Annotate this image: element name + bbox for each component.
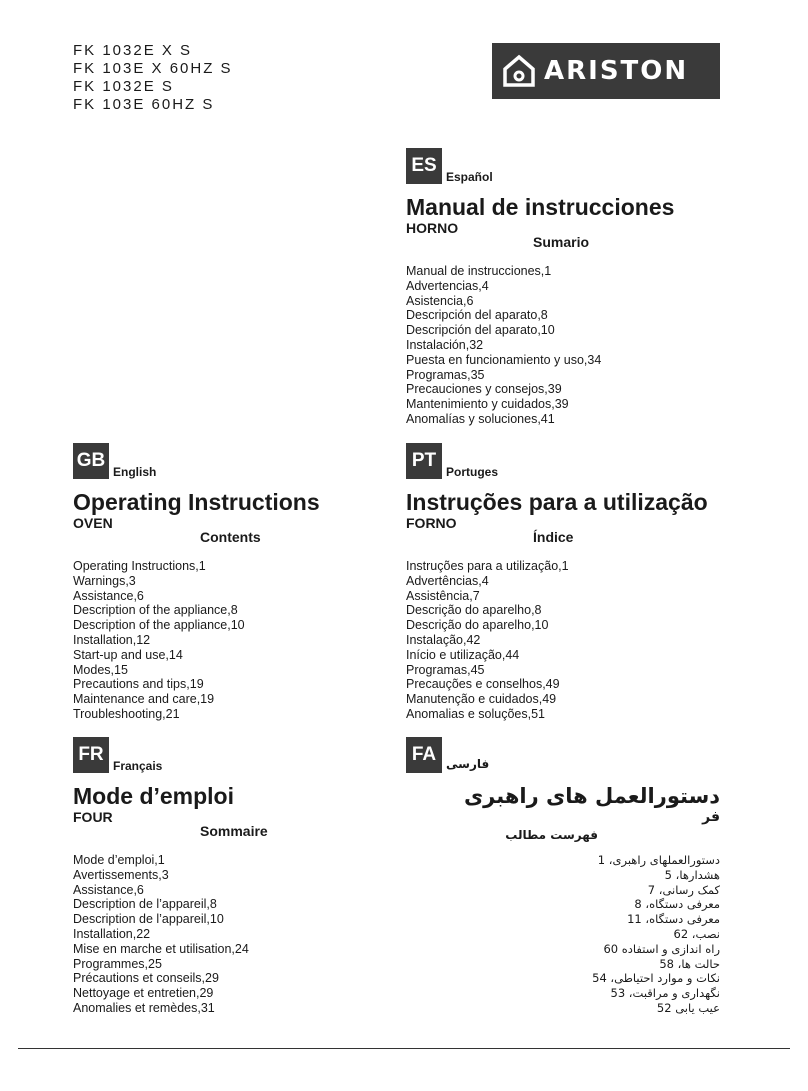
toc-item: Installation,12 <box>73 632 151 647</box>
toc-item: Descripción del aparato,10 <box>406 323 555 338</box>
section-pt <box>406 443 736 722</box>
index-label: Índice <box>533 529 574 545</box>
model-number: FK 103E X 60HZ S <box>73 60 233 77</box>
toc-item: نکات و موارد احتیاطی، 54 <box>592 971 720 986</box>
language-name: Français <box>113 759 163 773</box>
toc-item: Instalación,32 <box>406 337 484 352</box>
language-code-badge: GB <box>73 443 109 479</box>
toc-item: Troubleshooting,21 <box>73 706 180 721</box>
section-title: Operating Instructions <box>73 489 320 515</box>
toc-item: Programas,35 <box>406 367 485 382</box>
toc-item: Programmes,25 <box>73 956 162 971</box>
toc-item: Mise en marche et utilisation,24 <box>73 941 249 956</box>
language-code-badge: FR <box>73 737 109 773</box>
table-of-contents <box>73 853 403 1016</box>
language-code-badge: ES <box>406 148 442 184</box>
toc-item: Descrição do aparelho,8 <box>406 603 542 618</box>
language-name: Portuges <box>446 465 499 479</box>
index-label: Sommaire <box>200 823 268 839</box>
section-title: دستورالعمل های راهبری <box>463 784 720 808</box>
toc-item: Start-up and use,14 <box>73 647 183 662</box>
model-list <box>73 42 233 114</box>
toc-item: راه اندازی و استفاده 60 <box>603 941 720 956</box>
toc-item: Description de l’appareil,10 <box>73 912 224 927</box>
table-of-contents <box>406 559 736 722</box>
toc-item: Precautions and tips,19 <box>73 677 204 692</box>
index-label: Contents <box>200 529 261 545</box>
toc-item: Instalação,42 <box>406 632 481 647</box>
section-es <box>406 148 736 427</box>
toc-item: حالت ها، 58 <box>659 956 720 971</box>
section-title: Manual de instrucciones <box>406 194 675 220</box>
toc-item: معرفی دستگاه، 8 <box>634 897 720 912</box>
toc-item: Mode d’emploi,1 <box>73 853 165 867</box>
language-name: English <box>113 465 157 479</box>
section-title: Mode d’emploi <box>73 783 234 809</box>
toc-item: Assistance,6 <box>73 588 144 603</box>
toc-item: Description of the appliance,10 <box>73 618 245 633</box>
toc-item: Advertências,4 <box>406 573 489 588</box>
toc-item: نگهداری و مراقبت، 53 <box>610 986 720 1001</box>
toc-item: Precauciones y consejos,39 <box>406 382 562 397</box>
toc-item: Puesta en funcionamiento y uso,34 <box>406 352 602 367</box>
toc-item: Précautions et conseils,29 <box>73 971 219 986</box>
model-number: FK 103E 60HZ S <box>73 96 215 113</box>
toc-item: Anomalías y soluciones,41 <box>406 411 555 426</box>
language-code-badge: FA <box>406 737 442 773</box>
section-fr <box>73 737 403 1016</box>
toc-item: عیب یابی 52 <box>656 1000 720 1015</box>
section-fa <box>406 737 720 1016</box>
toc-item: Assistance,6 <box>73 882 144 897</box>
section-title: Instruções para a utilização <box>406 489 708 515</box>
toc-item: Descripción del aparato,8 <box>406 308 548 323</box>
index-label: فهرست مطالب <box>505 828 598 842</box>
house-icon <box>502 54 536 88</box>
toc-item: Installation,22 <box>73 926 151 941</box>
language-name: فارسی <box>446 756 490 771</box>
appliance-type: OVEN <box>73 515 113 531</box>
toc-item: Nettoyage et entretien,29 <box>73 986 214 1001</box>
toc-item: Warnings,3 <box>73 573 136 588</box>
table-of-contents <box>406 264 736 427</box>
toc-item: معرفی دستگاه، 11 <box>627 912 720 927</box>
model-number: FK 1032E S <box>73 78 174 95</box>
toc-item: Programas,45 <box>406 662 485 677</box>
toc-item: Precauções e conselhos,49 <box>406 677 560 692</box>
footer-divider <box>18 1048 790 1049</box>
toc-item: Descrição do aparelho,10 <box>406 618 549 633</box>
toc-item: Manual de instrucciones,1 <box>406 264 552 278</box>
section-gb <box>73 443 403 722</box>
toc-item: Mantenimiento y cuidados,39 <box>406 397 569 412</box>
toc-item: Operating Instructions,1 <box>73 559 206 573</box>
toc-item: Asistencia,6 <box>406 293 474 308</box>
toc-item: هشدارها، 5 <box>664 867 720 882</box>
appliance-type: FOUR <box>73 809 113 825</box>
model-number: FK 1032E X S <box>73 42 193 59</box>
toc-item: Manutenção e cuidados,49 <box>406 692 557 707</box>
toc-item: کمک رسانی، 7 <box>647 882 720 897</box>
toc-item: Anomalies et remèdes,31 <box>73 1000 215 1015</box>
brand-name: ARISTON <box>544 56 689 86</box>
language-code-badge: PT <box>406 443 442 479</box>
toc-item: Assistência,7 <box>406 588 480 603</box>
toc-item: Advertencias,4 <box>406 278 489 293</box>
table-of-contents <box>406 853 720 1016</box>
toc-item: دستورالعملهای راهبری، 1 <box>597 853 720 867</box>
toc-item: Instruções para a utilização,1 <box>406 559 569 573</box>
appliance-type: FORNO <box>406 515 457 531</box>
toc-item: Início e utilização,44 <box>406 647 520 662</box>
toc-item: Description of the appliance,8 <box>73 603 238 618</box>
toc-item: Modes,15 <box>73 662 128 677</box>
toc-item: Avertissements,3 <box>73 867 169 882</box>
ariston-logo <box>492 43 720 99</box>
toc-item: Maintenance and care,19 <box>73 692 215 707</box>
toc-item: نصب، 62 <box>673 926 720 941</box>
language-name: Español <box>446 170 493 184</box>
toc-item: Description de l’appareil,8 <box>73 897 217 912</box>
toc-item: Anomalias e soluções,51 <box>406 706 545 721</box>
appliance-type: فر <box>702 809 720 825</box>
index-label: Sumario <box>533 234 590 250</box>
table-of-contents <box>73 559 403 722</box>
appliance-type: HORNO <box>406 220 459 236</box>
